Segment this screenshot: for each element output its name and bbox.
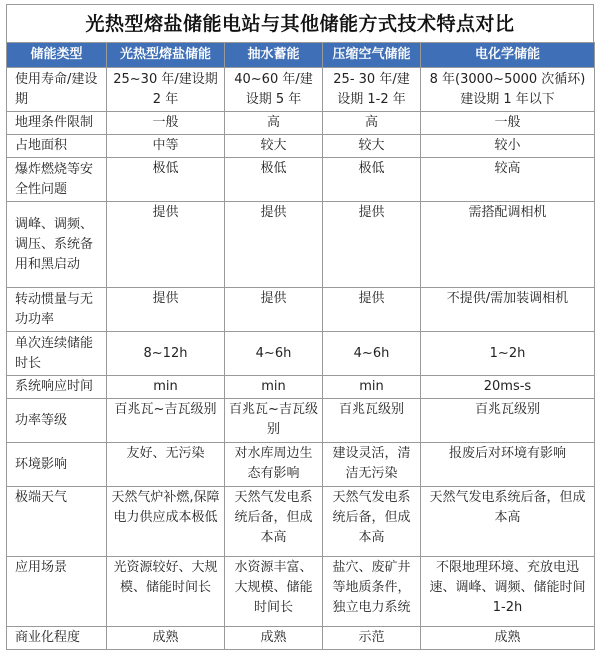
table-cell: 提供 bbox=[323, 202, 421, 288]
table-cell: 较大 bbox=[323, 135, 421, 158]
row-label: 单次连续储能时长 bbox=[7, 332, 107, 376]
table-cell: 百兆瓦级别 bbox=[421, 399, 595, 443]
row-label: 商业化程度 bbox=[7, 627, 107, 650]
table-row bbox=[7, 288, 595, 332]
table-cell: min bbox=[225, 376, 323, 399]
table-cell: 友好、无污染 bbox=[107, 443, 225, 487]
table-cell: 25- 30 年/建设期 1-2 年 bbox=[323, 68, 421, 112]
table-cell: 提供 bbox=[107, 202, 225, 288]
table-cell: 高 bbox=[323, 112, 421, 135]
table-cell: 不提供/需加装调相机 bbox=[421, 288, 595, 332]
table-cell: 极低 bbox=[225, 158, 323, 202]
header-electrochemical: 电化学储能 bbox=[421, 43, 595, 68]
table-cell: 8 年(3000~5000 次循环) 建设期 1 年以下 bbox=[421, 68, 595, 112]
table-cell: 天然气发电系统后备，但成本高 bbox=[323, 487, 421, 557]
table-cell: 一般 bbox=[421, 112, 595, 135]
table-cell: 40~60 年/建设期 5 年 bbox=[225, 68, 323, 112]
table-row bbox=[7, 135, 595, 158]
table-cell: 对水库周边生态有影响 bbox=[225, 443, 323, 487]
row-label: 占地面积 bbox=[7, 135, 107, 158]
table-cell: 较高 bbox=[421, 158, 595, 202]
table-row bbox=[7, 112, 595, 135]
table-cell: 盐穴、废矿井等地质条件，独立电力系统 bbox=[323, 557, 421, 627]
header-pumped-hydro: 抽水蓄能 bbox=[225, 43, 323, 68]
table-row bbox=[7, 487, 595, 557]
table-cell: 4~6h bbox=[225, 332, 323, 376]
table-row bbox=[7, 202, 595, 288]
table-cell: 成熟 bbox=[107, 627, 225, 650]
table-cell: 8~12h bbox=[107, 332, 225, 376]
table-cell: 较大 bbox=[225, 135, 323, 158]
table-row bbox=[7, 332, 595, 376]
table-cell: 天然气发电系统后备，但成本高 bbox=[421, 487, 595, 557]
table-row bbox=[7, 376, 595, 399]
table-cell: 中等 bbox=[107, 135, 225, 158]
table-row bbox=[7, 68, 595, 112]
table-title: 光热型熔盐储能电站与其他储能方式技术特点对比 bbox=[6, 4, 594, 42]
table-cell: 百兆瓦~吉瓦级别 bbox=[107, 399, 225, 443]
row-label: 系统响应时间 bbox=[7, 376, 107, 399]
row-label: 爆炸燃烧等安全性问题 bbox=[7, 158, 107, 202]
table-cell: 成熟 bbox=[225, 627, 323, 650]
comparison-table bbox=[6, 42, 595, 650]
table-cell: 较小 bbox=[421, 135, 595, 158]
table-cell: 报废后对环境有影响 bbox=[421, 443, 595, 487]
row-label: 应用场景 bbox=[7, 557, 107, 627]
row-label: 使用寿命/建设期 bbox=[7, 68, 107, 112]
table-cell: 极低 bbox=[107, 158, 225, 202]
table-cell: 需搭配调相机 bbox=[421, 202, 595, 288]
header-compressed-air: 压缩空气储能 bbox=[323, 43, 421, 68]
table-cell: 提供 bbox=[107, 288, 225, 332]
header-row bbox=[7, 43, 595, 68]
table-row bbox=[7, 158, 595, 202]
table-cell: 20ms-s bbox=[421, 376, 595, 399]
table-cell: 百兆瓦级别 bbox=[323, 399, 421, 443]
table-row bbox=[7, 557, 595, 627]
table-cell: 百兆瓦~吉瓦级别 bbox=[225, 399, 323, 443]
table-cell: 高 bbox=[225, 112, 323, 135]
table-cell: 25~30 年/建设期 2 年 bbox=[107, 68, 225, 112]
table-cell: 不限地理环境、充放电迅速、调峰、调频、储能时间 1-2h bbox=[421, 557, 595, 627]
table-cell: 水资源丰富、大规模、储能时间长 bbox=[225, 557, 323, 627]
table-row bbox=[7, 627, 595, 650]
table-cell: 一般 bbox=[107, 112, 225, 135]
header-molten-salt: 光热型熔盐储能 bbox=[107, 43, 225, 68]
row-label: 地理条件限制 bbox=[7, 112, 107, 135]
table-cell: 天然气发电系统后备，但成本高 bbox=[225, 487, 323, 557]
table-cell: 示范 bbox=[323, 627, 421, 650]
table-row bbox=[7, 443, 595, 487]
table-cell: 天然气炉补燃,保障电力供应成本极低 bbox=[107, 487, 225, 557]
table-cell: 提供 bbox=[225, 288, 323, 332]
row-label: 调峰、调频、调压、系统备用和黑启动 bbox=[7, 202, 107, 288]
row-label: 极端天气 bbox=[7, 487, 107, 557]
row-label: 功率等级 bbox=[7, 399, 107, 443]
table-cell: 提供 bbox=[323, 288, 421, 332]
table-cell: 1~2h bbox=[421, 332, 595, 376]
table-cell: 提供 bbox=[225, 202, 323, 288]
table-row bbox=[7, 399, 595, 443]
table-cell: min bbox=[107, 376, 225, 399]
table-cell: 极低 bbox=[323, 158, 421, 202]
row-label: 环境影响 bbox=[7, 443, 107, 487]
table-cell: 4~6h bbox=[323, 332, 421, 376]
table-cell: 成熟 bbox=[421, 627, 595, 650]
row-label: 转动惯量与无功功率 bbox=[7, 288, 107, 332]
header-storage-type: 储能类型 bbox=[7, 43, 107, 68]
table-cell: 光资源较好、大规模、储能时间长 bbox=[107, 557, 225, 627]
table-cell: min bbox=[323, 376, 421, 399]
table-cell: 建设灵活，清洁无污染 bbox=[323, 443, 421, 487]
